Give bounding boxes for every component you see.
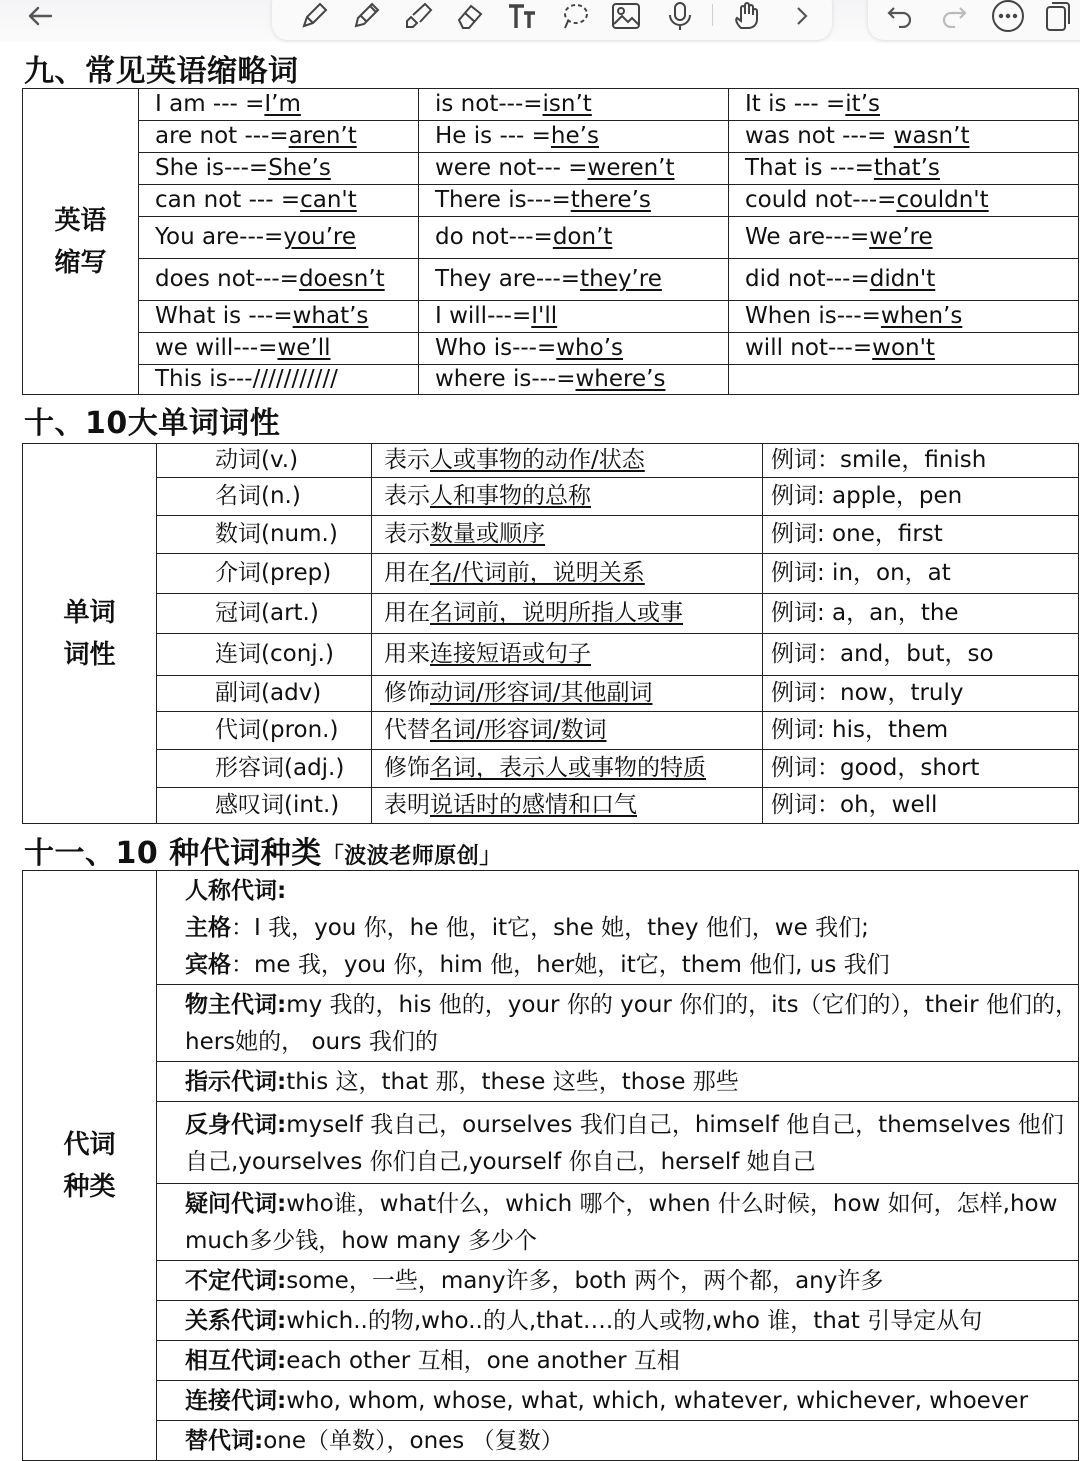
pronoun-type-label: 关系代词: xyxy=(185,1308,287,1334)
abbr-short-form: it’s xyxy=(845,91,880,118)
abbr-short-form: aren’t xyxy=(288,123,357,150)
pronoun-examples: my 我的，his 他的，your 你的 your 你们的，its（它们的），their 他们的，hers她的， ours 我们的 xyxy=(185,992,1078,1055)
pronoun-entry xyxy=(157,1341,1079,1381)
text-tool-icon[interactable] xyxy=(502,0,542,32)
pos-example: 例词: his，them xyxy=(771,717,949,744)
table-row xyxy=(23,1102,1079,1184)
pen-icon[interactable] xyxy=(294,0,334,32)
pronoun-type-label: 反身代词: xyxy=(185,1111,287,1138)
table-row xyxy=(23,1381,1079,1421)
pronoun-entry xyxy=(157,1062,1079,1102)
pronoun-examples: some，一些，many许多，both 两个，两个都，any许多 xyxy=(286,1268,884,1294)
pos-definition: 说话时的感情和口气 xyxy=(430,792,637,819)
abbr-full-form: You are---= xyxy=(155,224,284,251)
pos-example: 例词：good，short xyxy=(771,755,980,782)
pronoun-type-label: 指示代词: xyxy=(185,1069,287,1095)
abbr-cell xyxy=(419,153,729,185)
abbr-short-form: he’s xyxy=(550,123,599,150)
abbr-short-form: didn't xyxy=(869,266,936,293)
pos-definition-prefix: 用在 xyxy=(384,600,430,627)
pos-example-cell xyxy=(763,594,1079,634)
pos-example-cell xyxy=(763,676,1079,712)
abbr-cell xyxy=(419,259,729,301)
abbr-short-form: She’s xyxy=(268,155,331,182)
pencil-icon[interactable] xyxy=(346,0,386,32)
abbr-full-form: I will---= xyxy=(435,303,532,330)
pronoun-type-label: 物主代词: xyxy=(185,992,287,1018)
abbreviations-table xyxy=(22,88,1079,395)
table-row xyxy=(23,712,1079,750)
pos-example-cell xyxy=(763,712,1079,750)
abbr-short-form: we’ll xyxy=(277,335,331,362)
pronoun-type-label: 疑问代词: xyxy=(185,1191,287,1217)
pos-definition-cell xyxy=(372,634,763,676)
table-row xyxy=(23,153,1079,185)
pronoun-entry xyxy=(157,871,1079,985)
pronoun-examples: who, whom, whose, what, which, whatever, whichever, whoever xyxy=(286,1388,1029,1414)
abbr-short-form: you’re xyxy=(283,224,357,251)
pos-definition-cell xyxy=(372,676,763,712)
abbr-cell xyxy=(729,301,1079,333)
abbr-full-form: That is ---= xyxy=(745,155,874,182)
abbr-full-form: could not---= xyxy=(745,187,897,214)
abbr-short-form: won't xyxy=(872,335,935,362)
table-row xyxy=(23,444,1079,478)
pos-definition-cell xyxy=(372,444,763,478)
pos-example-cell xyxy=(763,516,1079,554)
table-row xyxy=(23,301,1079,333)
pronoun-examples: who谁，what什么，which 哪个，when 什么时候，how 如何，怎样,how much多少钱，how many 多少个 xyxy=(185,1191,1058,1254)
hand-tool-icon[interactable] xyxy=(728,0,768,32)
pronoun-type-label: 宾格 xyxy=(185,952,231,978)
pos-definition-prefix: 表示 xyxy=(384,447,430,474)
abbr-cell xyxy=(729,365,1079,395)
pos-name: 代词(pron.) xyxy=(215,717,339,744)
table-row xyxy=(23,259,1079,301)
abbr-short-form: when’s xyxy=(880,303,963,330)
abbr-short-form: wasn’t xyxy=(893,123,970,150)
pos-name: 数词(num.) xyxy=(215,521,338,548)
pos-example: 例词：and，but，so xyxy=(771,641,994,668)
abbr-full-form: When is---= xyxy=(745,303,881,330)
pos-definition: 人和事物的总称 xyxy=(430,483,591,510)
pos-definition-prefix: 修饰 xyxy=(384,755,430,782)
side-label-line: 种类 xyxy=(63,1171,116,1202)
abbr-full-form: was not ---= xyxy=(745,123,894,150)
pos-definition-cell xyxy=(372,750,763,788)
abbr-full-form: He is --- = xyxy=(435,123,551,150)
side-label-line: 词性 xyxy=(63,639,116,670)
pos-example-cell xyxy=(763,788,1079,824)
abbr-full-form: does not---= xyxy=(155,266,299,293)
table-row xyxy=(23,676,1079,712)
abbr-short-form: we’re xyxy=(869,224,933,251)
side-label-line: 英语 xyxy=(54,205,107,236)
abbr-cell xyxy=(139,185,419,217)
pos-definition-prefix: 代替 xyxy=(384,717,430,744)
pronoun-examples: each other 互相，one another 互相 xyxy=(286,1348,680,1374)
table-row xyxy=(23,365,1079,395)
abbr-full-form: There is---= xyxy=(435,187,571,214)
abbr-short-form: can't xyxy=(300,187,357,214)
side-label-line: 单词 xyxy=(63,597,116,628)
pos-definition-cell xyxy=(372,594,763,634)
more-icon[interactable] xyxy=(988,0,1028,32)
abbr-full-form: did not---= xyxy=(745,266,870,293)
table-row xyxy=(23,478,1079,516)
table-row xyxy=(23,634,1079,676)
pos-name: 动词(v.) xyxy=(215,447,299,474)
abbr-full-form: do not---= xyxy=(435,224,553,251)
pos-definition: 连接短语或句子 xyxy=(430,641,591,668)
undo-icon[interactable] xyxy=(882,0,918,32)
pos-name: 感叹词(int.) xyxy=(215,792,340,819)
table-row xyxy=(23,1062,1079,1102)
abbr-short-form: couldn't xyxy=(896,187,989,214)
pos-definition: 名词前，说明所指人或事 xyxy=(430,600,683,627)
pronoun-type-label: 相互代词: xyxy=(185,1348,287,1374)
abbr-short-form: where’s xyxy=(575,366,666,393)
pronoun-examples: this 这，that 那，these 这些，those 那些 xyxy=(286,1069,739,1095)
abbr-full-form: are not ---= xyxy=(155,123,289,150)
abbr-cell xyxy=(419,333,729,365)
abbr-short-form: I’m xyxy=(264,91,301,118)
parts-of-speech-table xyxy=(22,443,1079,824)
pos-definition-cell xyxy=(372,554,763,594)
table-row xyxy=(23,217,1079,259)
pronoun-entry xyxy=(157,1261,1079,1301)
abbr-short-form: they’re xyxy=(580,266,662,293)
abbr-full-form: I am --- = xyxy=(155,91,265,118)
pos-name-cell xyxy=(157,444,372,478)
abbr-full-form: we will---= xyxy=(155,335,278,362)
pos-example: 例词: a，an，the xyxy=(771,600,959,627)
abbr-cell xyxy=(139,365,419,395)
pos-definition: 数量或顺序 xyxy=(430,521,545,548)
abbr-full-form: We are---= xyxy=(745,224,870,251)
abbr-full-form: will not---= xyxy=(745,335,873,362)
abbr-cell xyxy=(139,121,419,153)
table-row xyxy=(23,185,1079,217)
pos-definition-prefix: 表示 xyxy=(384,521,430,548)
table-row xyxy=(23,89,1079,121)
pos-definition-cell xyxy=(372,712,763,750)
pos-name-cell xyxy=(157,788,372,824)
abbr-full-form: can not --- = xyxy=(155,187,301,214)
abbr-cell xyxy=(419,365,729,395)
pronoun-type-label: 主格 xyxy=(185,915,231,941)
pronoun-type-label: 人称代词: xyxy=(185,878,287,904)
pos-name-cell xyxy=(157,712,372,750)
section-heading-pronoun-types xyxy=(24,828,502,872)
table-row xyxy=(23,1184,1079,1261)
abbr-cell xyxy=(139,259,419,301)
abbr-cell xyxy=(419,89,729,121)
pos-example-cell xyxy=(763,634,1079,676)
pos-name: 介词(prep) xyxy=(215,560,332,587)
pronoun-examples: one（单数），ones （复数） xyxy=(263,1428,564,1454)
back-arrow-icon[interactable] xyxy=(22,0,58,32)
section-side-label xyxy=(23,89,139,395)
table-row xyxy=(23,1261,1079,1301)
pos-example: 例词: apple，pen xyxy=(771,483,963,510)
pos-definition-prefix: 用来 xyxy=(384,641,430,668)
abbr-short-form: doesn’t xyxy=(298,266,385,293)
table-row xyxy=(23,788,1079,824)
pos-example-cell xyxy=(763,750,1079,788)
pos-definition-prefix: 表明 xyxy=(384,792,430,819)
abbr-full-form: where is---= xyxy=(435,366,576,393)
pronoun-examples: ：I 我，you 你，he 他，it它，she 她，they 他们，we 我们; xyxy=(231,915,869,941)
section-heading-pronoun-types-text: 十一、10 种代词种类 xyxy=(24,836,322,871)
abbr-short-form: isn’t xyxy=(542,91,592,118)
toolbar-divider xyxy=(712,4,713,26)
abbr-cell xyxy=(419,301,729,333)
abbr-full-form: They are---= xyxy=(435,266,581,293)
pos-example: 例词: one，first xyxy=(771,521,943,548)
pronoun-entry xyxy=(157,1184,1079,1261)
abbr-full-form: This is---/////////// xyxy=(155,366,338,393)
abbr-full-form: What is ---= xyxy=(155,303,293,330)
abbr-short-form: that’s xyxy=(873,155,940,182)
pos-name-cell xyxy=(157,676,372,712)
pos-definition: 动词/形容词/其他副词 xyxy=(430,680,653,707)
pos-name: 冠词(art.) xyxy=(215,600,319,627)
pronoun-type-label: 替代词: xyxy=(185,1428,264,1454)
pronoun-entry xyxy=(157,1381,1079,1421)
pos-definition-prefix: 修饰 xyxy=(384,680,430,707)
image-icon[interactable] xyxy=(606,0,646,32)
pos-definition-prefix: 表示 xyxy=(384,483,430,510)
abbr-full-form: is not---= xyxy=(435,91,543,118)
abbr-cell xyxy=(729,121,1079,153)
abbr-short-form: who’s xyxy=(556,335,624,362)
pos-definition-cell xyxy=(372,516,763,554)
section-side-label xyxy=(23,871,157,1461)
pos-definition-cell xyxy=(372,788,763,824)
pronoun-entry xyxy=(157,985,1079,1062)
pronoun-entry xyxy=(157,1421,1079,1461)
abbr-full-form: were not--- = xyxy=(435,155,588,182)
highlighter-icon[interactable] xyxy=(398,0,438,32)
side-label-line: 缩写 xyxy=(54,247,107,278)
pos-example: 例词：now，truly xyxy=(771,680,964,707)
section-heading-abbreviations: 九、常见英语缩略词 xyxy=(24,54,299,89)
pos-name-cell xyxy=(157,634,372,676)
pos-definition-cell xyxy=(372,478,763,516)
pos-example: 例词: in，on，at xyxy=(771,560,951,587)
abbr-full-form: She is---= xyxy=(155,155,269,182)
pos-example-cell xyxy=(763,478,1079,516)
pos-name-cell xyxy=(157,478,372,516)
abbr-cell xyxy=(729,185,1079,217)
pos-name-cell xyxy=(157,516,372,554)
abbr-short-form: weren’t xyxy=(587,155,675,182)
table-row xyxy=(23,516,1079,554)
pronoun-examples: ：me 我，you 你，him 他，her她，it它，them 他们, us 我们 xyxy=(231,952,890,978)
abbr-cell xyxy=(139,153,419,185)
pos-name-cell xyxy=(157,594,372,634)
pronoun-entry xyxy=(157,1301,1079,1341)
table-row xyxy=(23,121,1079,153)
lasso-icon[interactable] xyxy=(554,0,594,32)
side-label-line: 代词 xyxy=(63,1129,116,1160)
pages-icon[interactable] xyxy=(1040,0,1076,32)
pos-definition: 名/代词前，说明关系 xyxy=(430,560,645,587)
abbr-full-form: It is --- = xyxy=(745,91,846,118)
pos-name: 副词(adv) xyxy=(215,680,322,707)
abbr-cell xyxy=(419,217,729,259)
chevron-right-icon[interactable] xyxy=(786,0,818,32)
abbr-cell xyxy=(729,153,1079,185)
pronoun-types-table xyxy=(22,870,1079,1461)
abbr-cell xyxy=(729,259,1079,301)
abbr-cell xyxy=(139,89,419,121)
abbr-cell xyxy=(139,333,419,365)
section-heading-credit: 「波波老师原创」 xyxy=(321,844,502,869)
pos-name-cell xyxy=(157,750,372,788)
abbr-short-form: there’s xyxy=(570,187,651,214)
table-row xyxy=(23,1341,1079,1381)
pronoun-entry xyxy=(157,1102,1079,1184)
table-row xyxy=(23,750,1079,788)
pos-name: 名词(n.) xyxy=(215,483,301,510)
abbr-cell xyxy=(729,333,1079,365)
pronoun-examples: myself 我自己，ourselves 我们自己，himself 他自己，themselves 他们自己,yourselves 你们自己,yourself 你自己，herself 她自己 xyxy=(185,1111,1064,1175)
abbr-cell xyxy=(419,185,729,217)
table-row xyxy=(23,871,1079,985)
microphone-icon[interactable] xyxy=(660,0,700,32)
pos-example-cell xyxy=(763,554,1079,594)
pronoun-examples: which..的物,who..的人,that….的人或物,who 谁，that 引导定从句 xyxy=(286,1308,983,1334)
abbr-cell xyxy=(139,301,419,333)
pronoun-type-label: 不定代词: xyxy=(185,1268,287,1294)
table-row xyxy=(23,1301,1079,1341)
section-side-label xyxy=(23,444,157,824)
table-row xyxy=(23,985,1079,1062)
abbr-cell xyxy=(729,89,1079,121)
abbr-short-form: what’s xyxy=(292,303,369,330)
pos-example: 例词：oh，well xyxy=(771,792,938,819)
pos-name: 连词(conj.) xyxy=(215,641,334,668)
abbr-short-form: I'll xyxy=(531,303,558,330)
pos-definition: 名词，表示人或事物的特质 xyxy=(430,755,706,782)
abbr-full-form: Who is---= xyxy=(435,335,557,362)
table-row xyxy=(23,554,1079,594)
pos-definition-prefix: 用在 xyxy=(384,560,430,587)
pronoun-type-label: 连接代词: xyxy=(185,1388,287,1414)
section-heading-parts-of-speech: 十、10大单词词性 xyxy=(24,406,281,441)
pos-example: 例词：smile，finish xyxy=(771,447,987,474)
pos-example-cell xyxy=(763,444,1079,478)
abbr-cell xyxy=(139,217,419,259)
table-row xyxy=(23,1421,1079,1461)
eraser-icon[interactable] xyxy=(450,0,490,32)
redo-icon[interactable] xyxy=(936,0,972,32)
table-row xyxy=(23,594,1079,634)
pos-definition: 人或事物的动作/状态 xyxy=(430,447,645,474)
pos-name-cell xyxy=(157,554,372,594)
abbr-cell xyxy=(729,217,1079,259)
abbr-short-form: don’t xyxy=(552,224,613,251)
pos-definition: 名词/形容词/数词 xyxy=(430,717,607,744)
pos-name: 形容词(adj.) xyxy=(215,755,345,782)
table-row xyxy=(23,333,1079,365)
abbr-cell xyxy=(419,121,729,153)
